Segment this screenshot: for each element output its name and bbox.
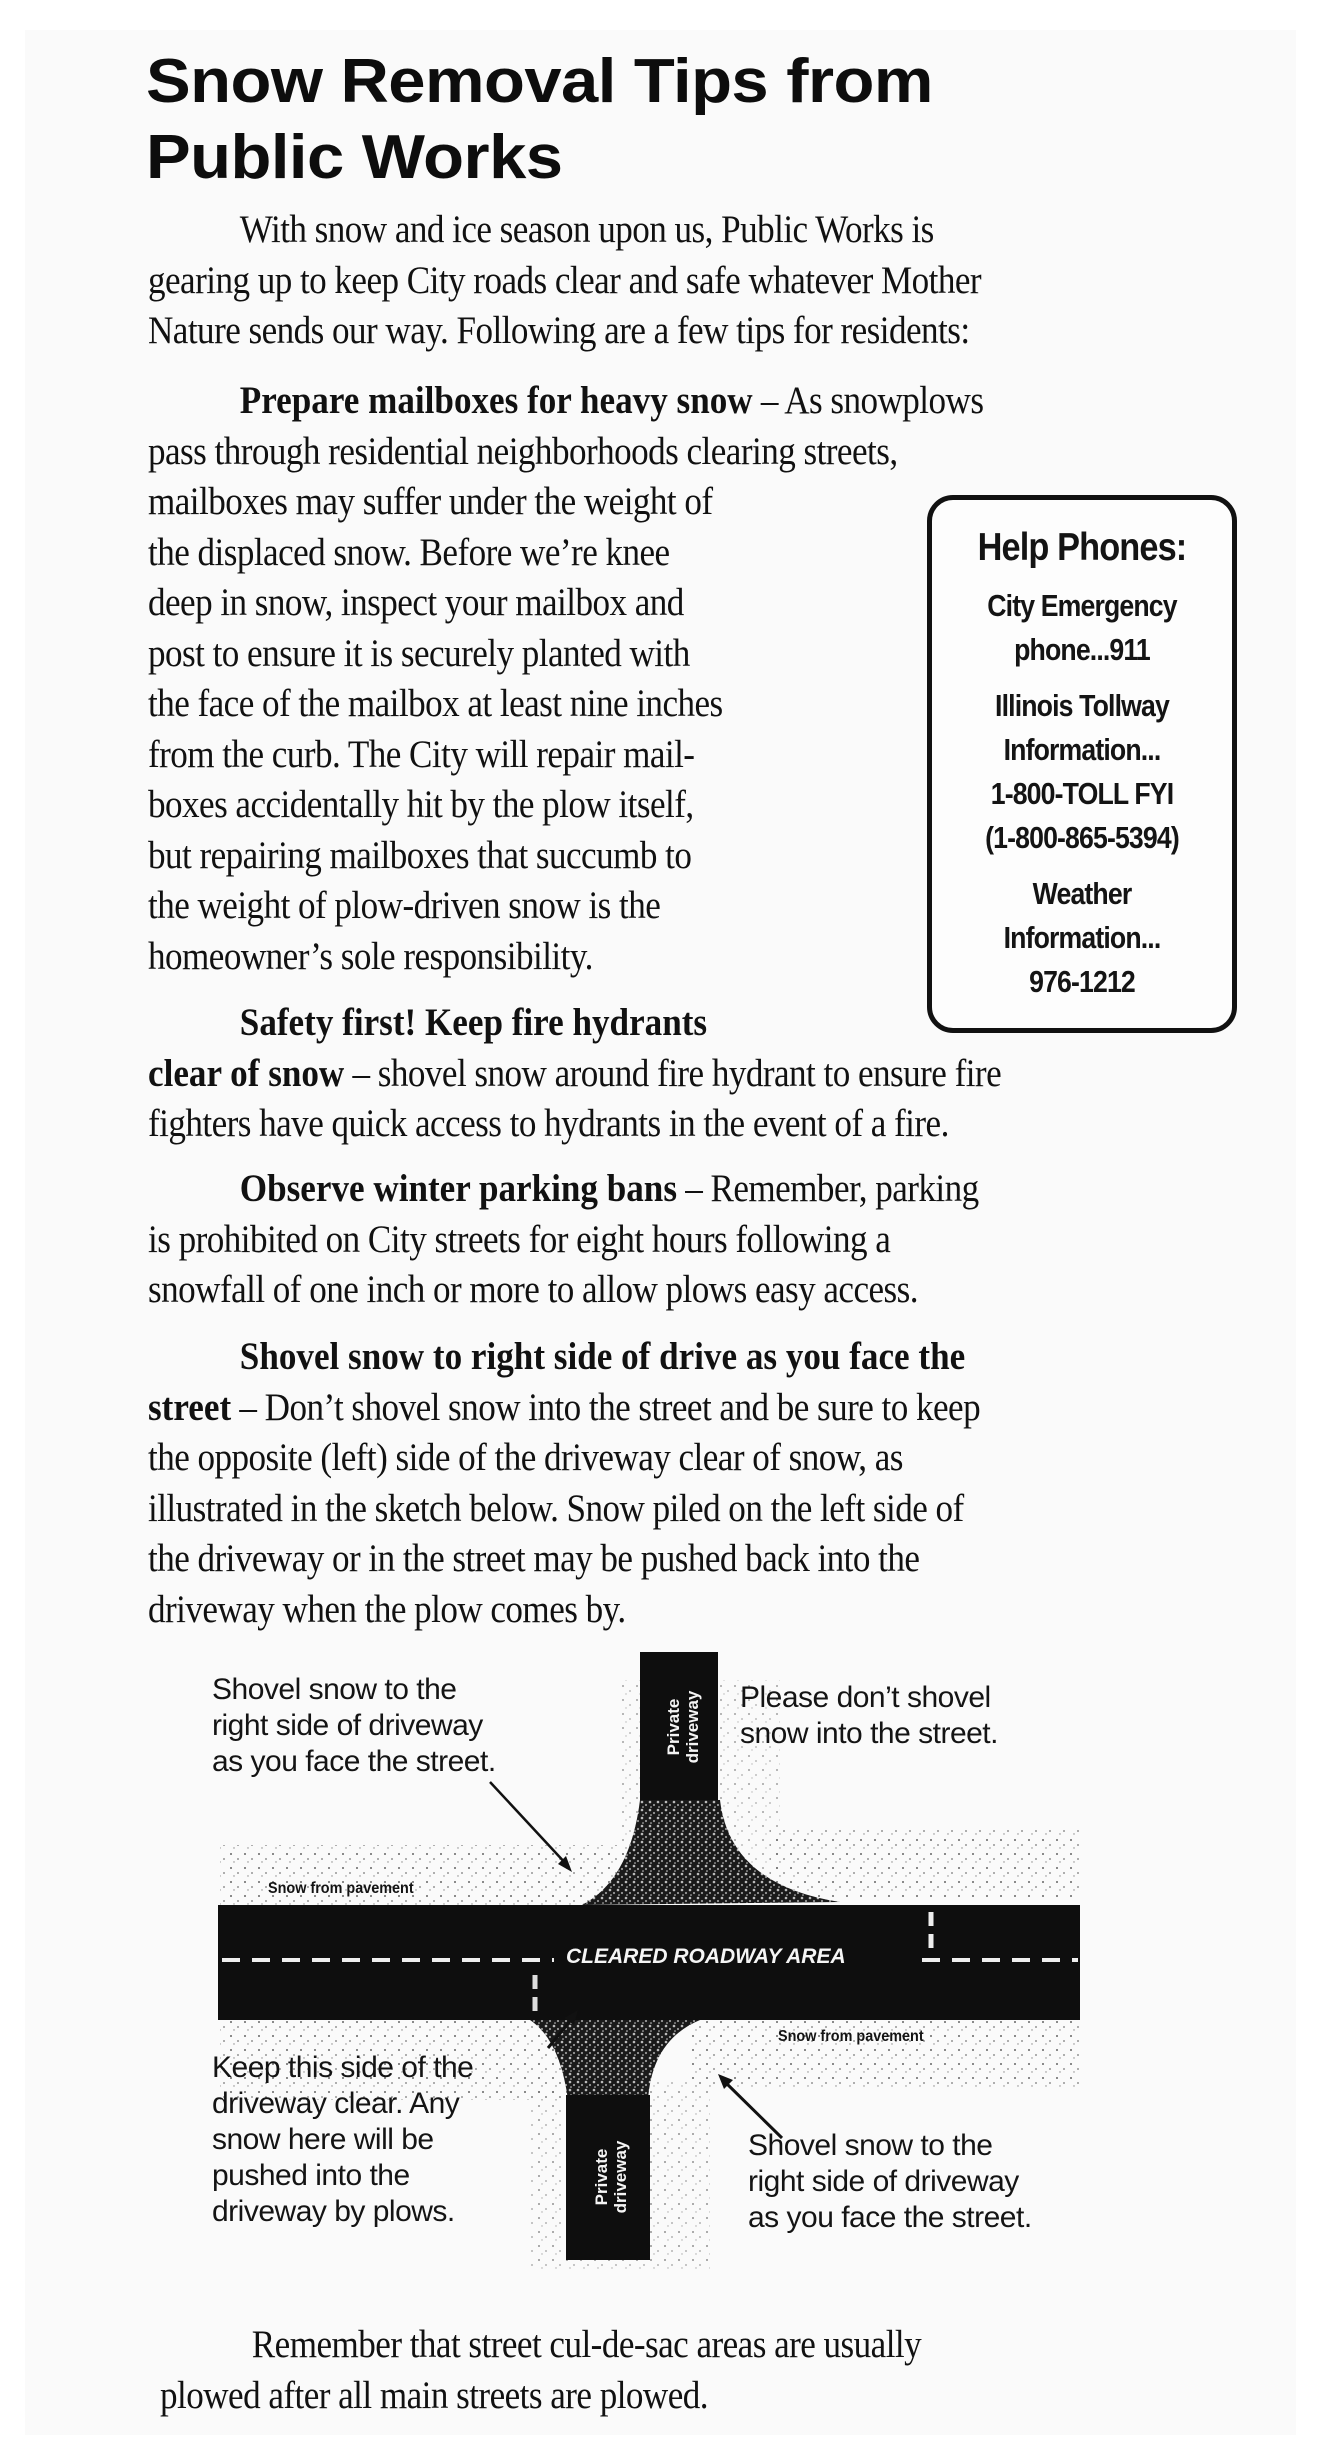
help-entry: Weather: [1032, 876, 1132, 911]
snow-area: [690, 2010, 1080, 2090]
tip-mailboxes: Prepare mailboxes for heavy snow – As snowplows pass through residential neighborhoods clearing streets,: [148, 379, 984, 473]
help-entry: phone...911: [1014, 632, 1150, 667]
tip-heading: Shovel snow to right side of drive as you face the: [239, 1335, 966, 1378]
tip-heading: Safety first! Keep fire hydrants: [239, 1001, 708, 1044]
tip-parking: Observe winter parking bans – Remember, parking is prohibited on City streets for eight hours following a snowfall of one inch or more to allow plows easy access.: [148, 1167, 979, 1311]
driveway-label-top: Private driveway: [664, 1690, 702, 1764]
driveway-label-bottom: Private driveway: [592, 2140, 630, 2214]
label-shovel-right-bottom: Shovel snow to the right side of driveway as you face the street.: [748, 2129, 1032, 2234]
tip-heading: clear of snow: [148, 1051, 345, 1095]
tip-mailboxes-body: mailboxes may suffer under the weight of the displaced snow. Before we’re knee deep in snow, inspect your mailbox and post to ensure it is securely planted with the face of the mailbox at least nine inches from the curb. The City will repair mail- boxes accidentally hit by the plow itself, but repairing mailboxes that succumb to the weight of plow-driven snow is the homeowner’s sole responsibility.: [148, 480, 723, 978]
help-phones-box: [927, 495, 1237, 1033]
intro-line: gearing up to keep City roads clear and safe whatever Mother: [148, 258, 982, 302]
label-keep-side-clear: Keep this side of the driveway clear. Any snow here will be pushed into the driveway by plows.: [212, 2051, 474, 2228]
driveway-diagram: [200, 1640, 1100, 2280]
article-title: [146, 44, 1226, 196]
intro-line: With snow and ice season upon us, Public Works is: [239, 208, 934, 251]
intro-line: Nature sends our way. Following are a few tips for residents:: [148, 309, 970, 352]
tip-heading: street: [148, 1385, 232, 1429]
closing-paragraph: Remember that street cul-de-sac areas are usually plowed after all main streets are plowed.: [160, 2323, 922, 2417]
tip-hydrants: Safety first! Keep fire hydrants clear of snow – shovel snow around fire hydrant to ensure fire fighters have quick access to hydrants in the event of a fire.: [148, 1001, 1002, 1145]
help-entry: Information...: [1003, 920, 1161, 955]
snow-area: [770, 1830, 1080, 1900]
snow-label-bottom: Snow from pavement: [778, 2028, 924, 2045]
help-entry: City Emergency: [987, 588, 1177, 623]
help-entry: (1-800-865-5394): [985, 820, 1179, 855]
title-line: Public Works: [146, 123, 563, 192]
tip-shovel: Shovel snow to right side of drive as you face the street – Don’t shovel snow into the street and be sure to keep the opposite (left) side of the driveway clear of snow, as illustrated in the sketch below. Snow piled on the left side of the driveway or in the street may be pushed back into the driveway when the plow comes by.: [148, 1335, 981, 1631]
help-entry: Illinois Tollway: [995, 688, 1169, 723]
tip-heading: Prepare mailboxes for heavy snow: [239, 379, 753, 422]
snow-label-top: Snow from pavement: [268, 1880, 414, 1897]
help-entry: 1-800-TOLL FYI: [990, 776, 1174, 811]
label-shovel-right-top: Shovel snow to the right side of driveway as you face the street.: [212, 1673, 496, 1778]
help-entry: Information...: [1003, 732, 1161, 767]
help-phones-heading: Help Phones:: [977, 526, 1187, 569]
road-label: CLEARED ROADWAY AREA: [566, 1945, 846, 1968]
tip-heading: Observe winter parking bans: [239, 1167, 677, 1210]
title-line: Snow Removal Tips from: [146, 47, 933, 116]
intro-paragraph: [148, 205, 1228, 357]
label-dont-shovel-street: Please don’t shovel snow into the street.: [740, 1681, 998, 1750]
help-entry: 976-1212: [1029, 964, 1135, 999]
